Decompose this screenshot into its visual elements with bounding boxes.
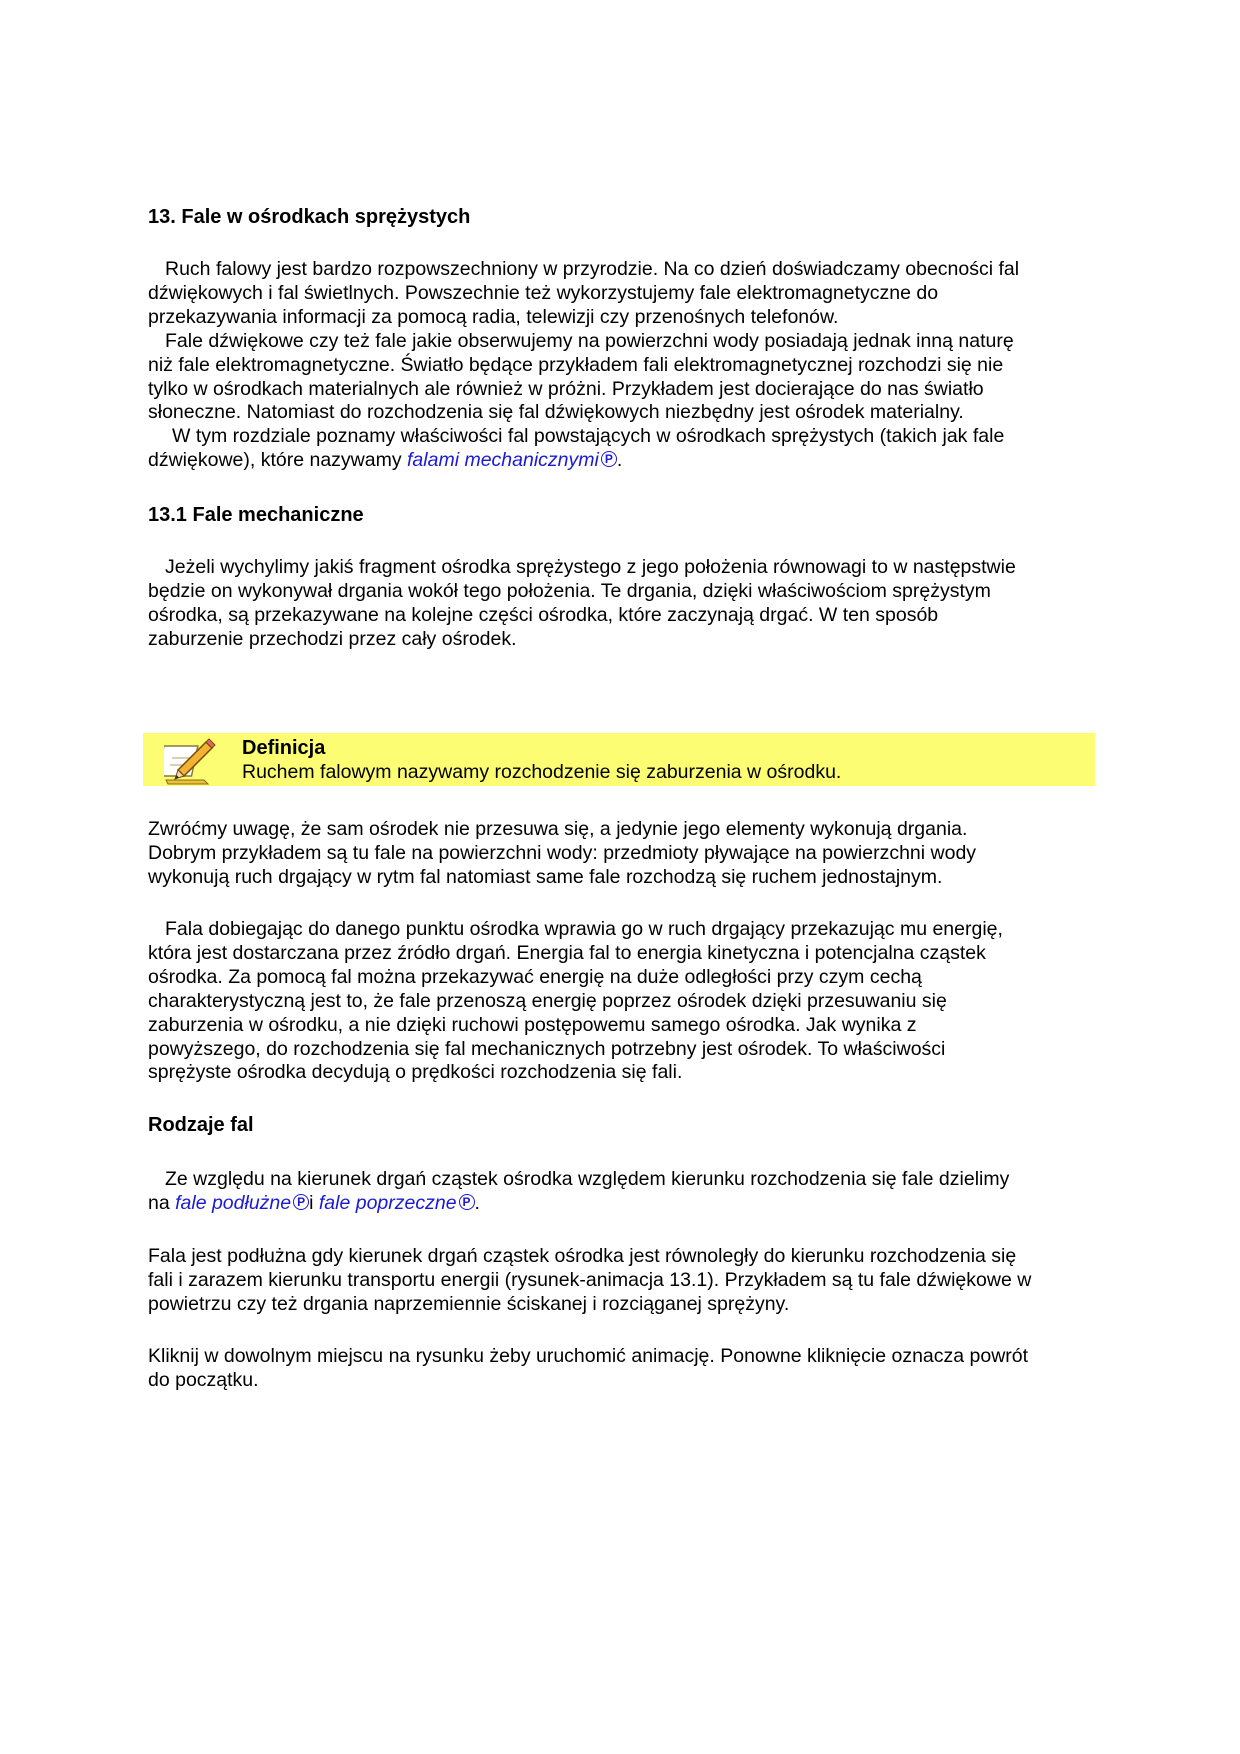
text-line: Jeżeli wychylimy jakiś fragment ośrodka sprężystego z jego położenia równowagi to w następstwie [165,556,1016,578]
definition-box [143,733,1095,786]
text-line: Fala dobiegając do danego punktu ośrodka wprawia go w ruch drgający przekazując mu energię, [165,918,1003,940]
glossary-p-icon[interactable]: P [459,1194,475,1210]
mech-paragraph [148,556,1094,652]
text-fragment: . [474,1191,480,1214]
text-line: tylko w ośrodkach materialnych ale również w próżni. Przykładem jest docierające do nas światło [148,377,984,400]
energia-paragraph [148,918,1094,1085]
text-line: słoneczne. Natomiast do rozchodzenia się fal dźwiękowych niezbędny jest ośrodek materialny. [148,401,964,424]
text-line: ośrodka, są przekazywane na kolejne części ośrodka, które zaczynają drgać. W ten sposób [148,603,939,626]
text-line: Fale dźwiękowe czy też fale jakie obserwujemy na powierzchni wody posiadają jednak inną naturę [165,329,1014,352]
text-line: Zwróćmy uwagę, że sam ośrodek nie przesuwa się, a jedynie jego elementy wykonują drgania. [148,818,968,840]
text-line: fali i zarazem kierunku transportu energii (rysunek-animacja 13.1). Przykładem są tu fale dźwiękowe w [148,1268,1032,1291]
text-line: dźwiękowych i fal świetlnych. Powszechnie też wykorzystujemy fale elektromagnetyczne do [148,281,939,304]
link-fale-poprzeczne[interactable]: fale poprzeczne [318,1191,457,1214]
rodzaje-paragraph [148,1168,1094,1216]
text-line: będzie on wykonywał drgania wokół tego położenia. Te drgania, dzięki właściwościom sprężystym [148,579,991,602]
intro-paragraph [148,258,1094,473]
text-line: która jest dostarczana przez źródło drgań. Energia fal to energia kinetyczna i potencjalna cząstek [148,941,986,964]
text-line: powyższego, do rozchodzenia się fal mechanicznych potrzebny jest ośrodek. To właściwości [148,1037,946,1060]
text-line: Ze względu na kierunek drgań cząstek ośrodka względem kierunku rozchodzenia się fale dzielimy [165,1168,1010,1190]
definition-title: Definicja [242,737,326,759]
text-line: W tym rozdziale poznamy właściwości fal powstających w ośrodkach sprężystych (takich jak fale [172,425,1005,448]
text-line: sprężyste ośrodka decydują o prędkości rozchodzenia się fali. [148,1061,683,1084]
text-fragment: . [616,449,623,472]
text-line: Kliknij w dowolnym miejscu na rysunku żeby uruchomić animację. Ponowne kliknięcie oznacza powrót [148,1345,1029,1367]
rodzaje-heading: Rodzaje fal [148,1114,254,1136]
text-line: charakterystyczną jest to, że fale przenoszą energię poprzez ośrodek dzięki przesuwaniu się [148,989,947,1012]
text-line: Ruch falowy jest bardzo rozpowszechniony w przyrodzie. Na co dzień doświadczamy obecności fal [165,258,1020,280]
text-line: do początku. [148,1368,259,1391]
text-line: powietrzu czy też drgania naprzemiennie ściskanej i rozciąganej sprężyny. [148,1292,790,1315]
text-line: zaburzenie przechodzi przez cały ośrodek. [148,627,517,650]
text-line: Fala jest podłużna gdy kierunek drgań cząstek ośrodka jest równoległy do kierunku rozchodzenia się [148,1245,1017,1267]
link-fale-podluzne[interactable]: fale podłużne [175,1191,292,1214]
pencil-note-icon [164,736,216,786]
definition-text: Ruchem falowym nazywamy rozchodzenie się zaburzenia w ośrodku. [242,761,842,783]
link-falami-mechanicznymi[interactable]: falami mechanicznymi [407,449,599,472]
text-fragment: na [148,1191,176,1214]
text-line [148,449,1094,473]
uwaga-paragraph [148,818,1094,890]
text-line: wykonują ruch drgający w rytm fal natomiast same fale rozchodzą się ruchem jednostajnym. [148,865,943,888]
section-heading: 13.1 Fale mechaniczne [148,504,364,526]
glossary-p-icon[interactable]: P [293,1194,309,1210]
kliknij-paragraph [148,1345,1094,1393]
text-line: ośrodka. Za pomocą fal można przekazywać energię na duże odległości przy czym cechą [148,965,922,988]
text-fragment: i [309,1191,319,1214]
text-fragment: dźwiękowe), które nazywamy [148,449,408,472]
text-line: przekazywania informacji za pomocą radia, telewizji czy przenośnych telefonów. [148,305,839,328]
text-line: zaburzenia w ośrodku, a nie dzięki ruchowi postępowemu samego ośrodka. Jak wynika z [148,1013,917,1036]
text-line [148,1192,1094,1216]
podluzna-paragraph [148,1245,1094,1317]
chapter-heading: 13. Fale w ośrodkach sprężystych [148,206,471,228]
text-line: Dobrym przykładem są tu fale na powierzchni wody: przedmioty pływające na powierzchni wody [148,841,977,864]
glossary-p-icon[interactable]: P [601,451,617,467]
text-line: niż fale elektromagnetyczne. Światło będące przykładem fali elektromagnetycznej rozchodzi się nie [148,353,1004,376]
